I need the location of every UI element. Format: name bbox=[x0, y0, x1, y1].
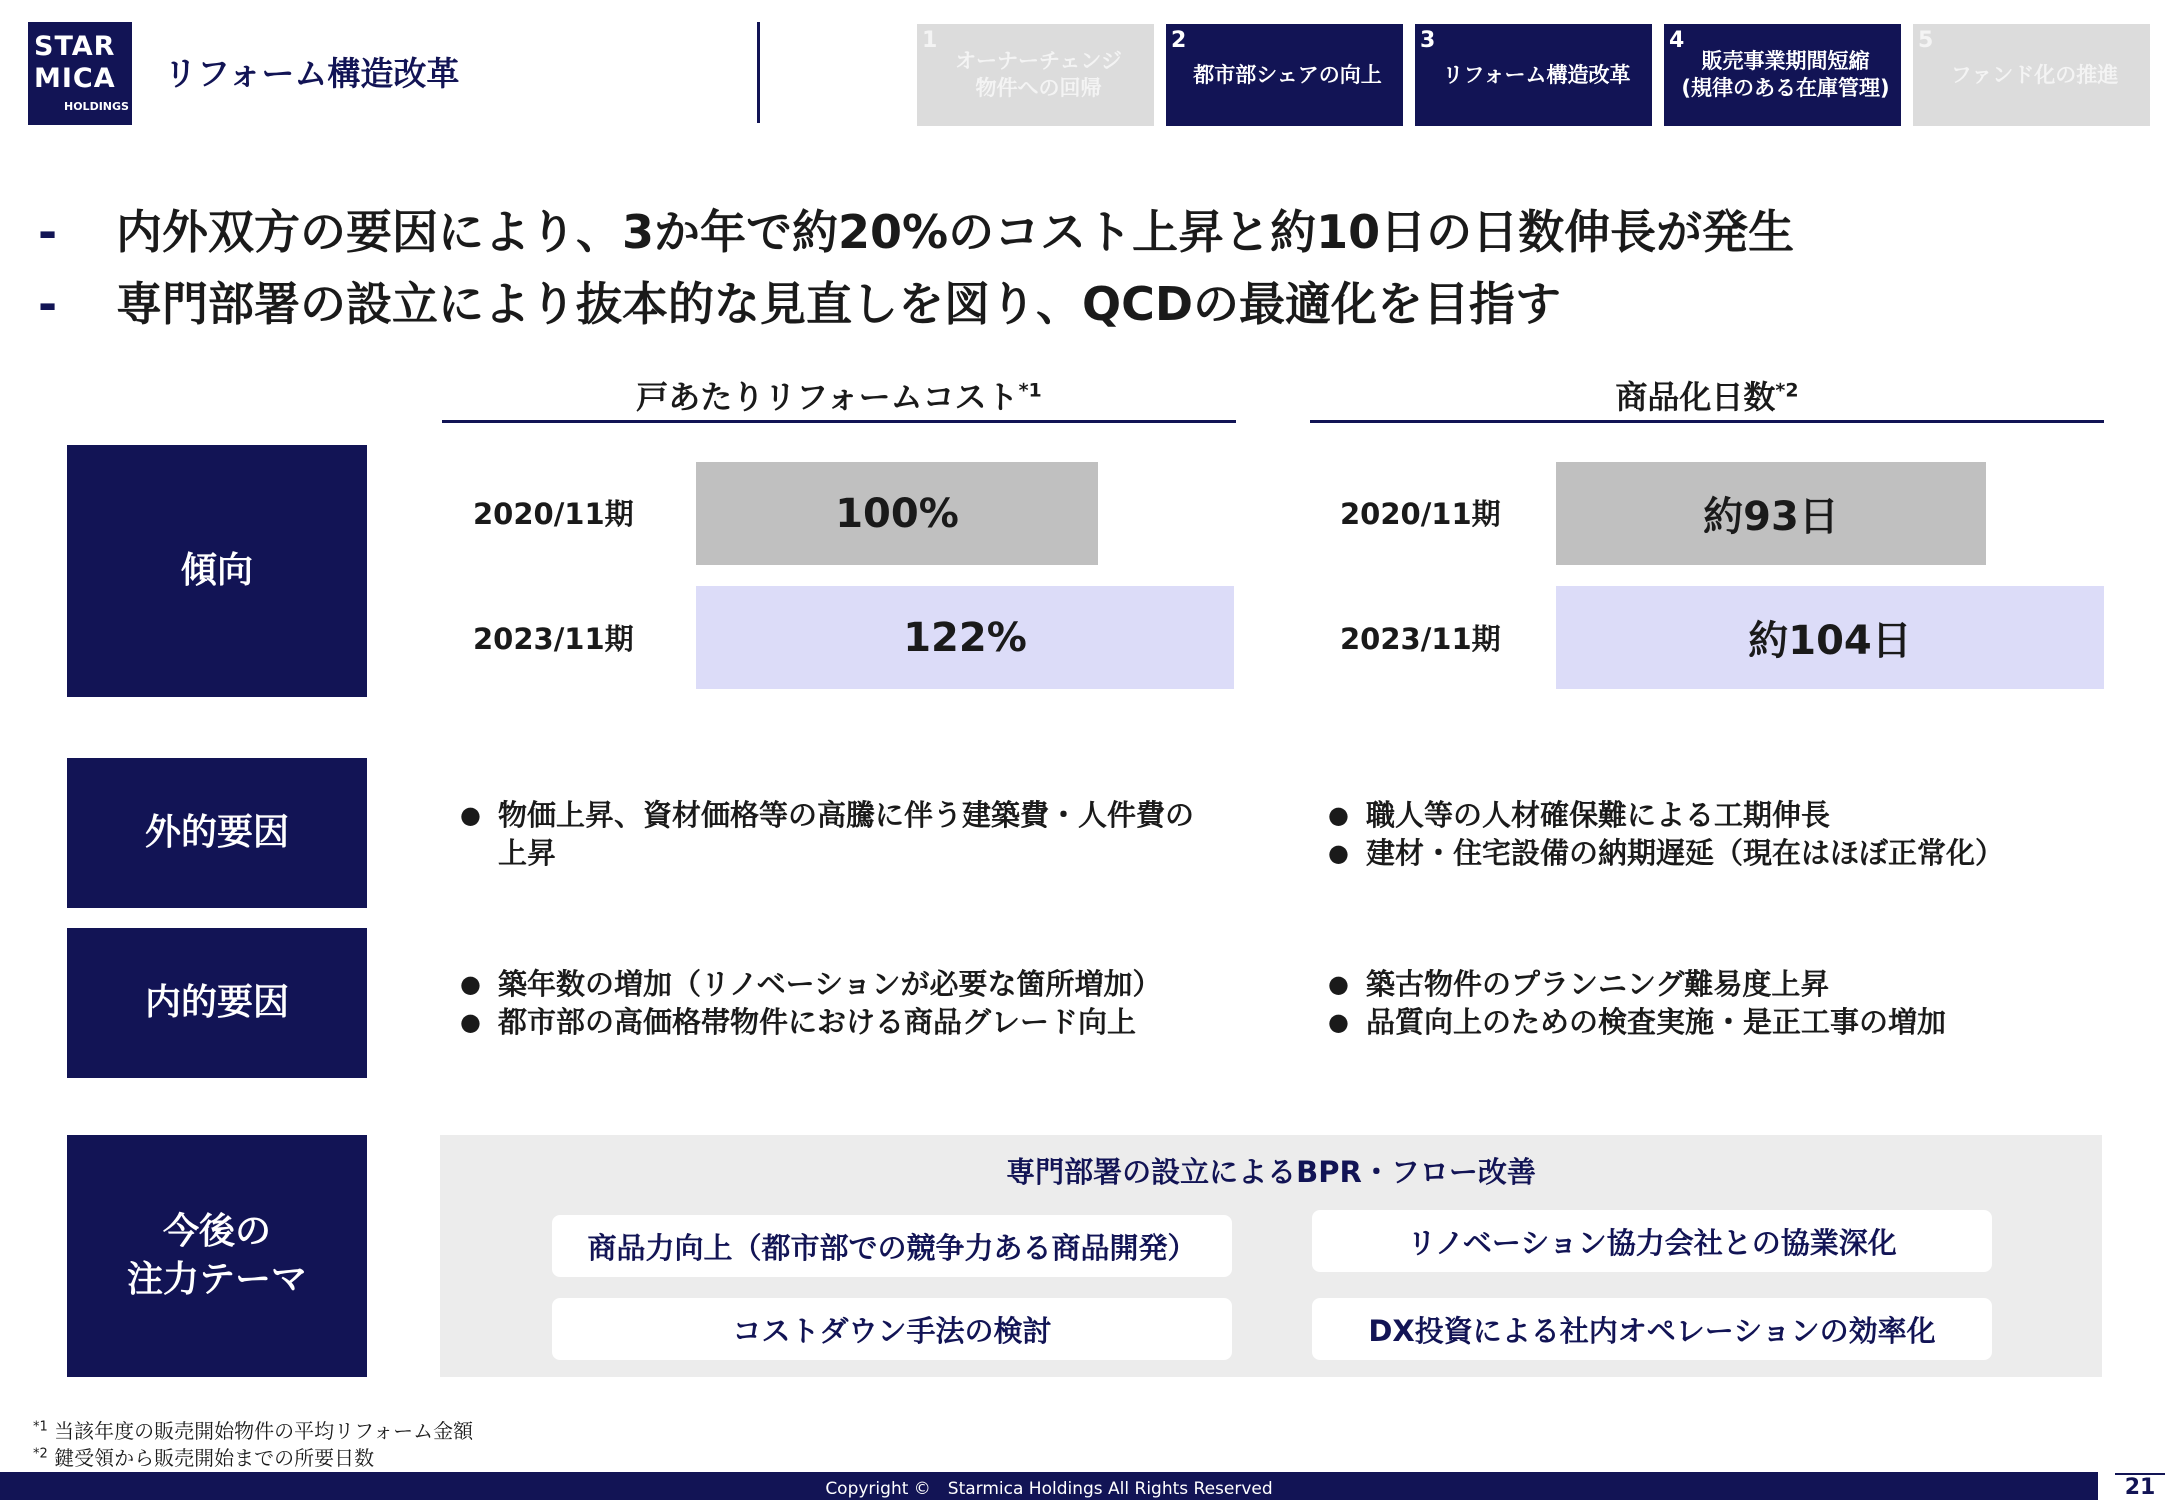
column-header-days bbox=[1310, 372, 2104, 423]
focus-item: リノベーション協力会社との協業深化 bbox=[1312, 1210, 1992, 1272]
page-number: 21 bbox=[2115, 1473, 2165, 1500]
step-number: 1 bbox=[922, 28, 938, 53]
external-days-list bbox=[1328, 796, 2088, 872]
period-label: 2023/11期 bbox=[1340, 622, 1501, 656]
internal-cost-list bbox=[460, 965, 1220, 1041]
column-title: 商品化日数 bbox=[1615, 378, 1776, 416]
external-cost-list bbox=[460, 796, 1220, 872]
headline-line-1 bbox=[38, 196, 1794, 262]
footnote-text: 当該年度の販売開始物件の平均リフォーム金額 bbox=[54, 1419, 474, 1443]
step-label: 都市部シェアの向上 bbox=[1193, 62, 1382, 87]
footnote-text: 鍵受領から販売開始までの所要日数 bbox=[54, 1446, 375, 1470]
period-label: 2023/11期 bbox=[473, 622, 634, 656]
headline-line-2 bbox=[38, 268, 1561, 334]
list-item: ● 築古物件のプランニング難易度上昇 bbox=[1328, 965, 2088, 1003]
step-5-fund bbox=[1913, 24, 2150, 126]
list-item: ● 建材・住宅設備の納期遅延（現在はほぼ正常化） bbox=[1328, 834, 2088, 872]
column-title: 戸あたりリフォームコスト bbox=[636, 378, 1019, 416]
section-title: リフォーム構造改革 bbox=[164, 54, 460, 93]
period-label: 2020/11期 bbox=[1340, 497, 1501, 531]
days-bar-2023: 約104日 bbox=[1556, 586, 2104, 689]
internal-days-list bbox=[1328, 965, 2088, 1041]
focus-item: コストダウン手法の検討 bbox=[552, 1298, 1232, 1360]
list-item: ● 都市部の高価格帯物件における商品グレード向上 bbox=[460, 1003, 1220, 1041]
company-logo bbox=[28, 22, 132, 125]
list-item: ● 職人等の人材確保難による工期伸長 bbox=[1328, 796, 2088, 834]
step-2-urban-share bbox=[1166, 24, 1403, 126]
bullet-dash: - bbox=[38, 205, 58, 259]
focus-title: 専門部署の設立によるBPR・フロー改善 bbox=[1006, 1155, 1536, 1189]
footnote-mark: *2 bbox=[33, 1446, 48, 1462]
list-item: ● 品質向上のための検査実施・是正工事の増加 bbox=[1328, 1003, 2088, 1041]
step-3-reform bbox=[1415, 24, 1652, 126]
step-label: 販売事業期間短縮 (規律のある在庫管理) bbox=[1681, 49, 1890, 100]
cost-bar-2020: 100% bbox=[696, 462, 1098, 565]
footnote-mark: *2 bbox=[1775, 379, 1799, 402]
period-label: 2020/11期 bbox=[473, 497, 634, 531]
logo-text-line2: MICA bbox=[34, 63, 116, 94]
list-item: ● 築年数の増加（リノベーションが必要な箇所増加） bbox=[460, 965, 1220, 1003]
row-label-focus: 今後の 注力テーマ bbox=[67, 1135, 367, 1377]
logo-text-line3: HOLDINGS bbox=[64, 100, 129, 113]
focus-item: DX投資による社内オペレーションの効率化 bbox=[1312, 1298, 1992, 1360]
step-1-owner-change bbox=[917, 24, 1154, 126]
step-label: オーナーチェンジ 物件への回帰 bbox=[955, 49, 1122, 100]
step-number: 5 bbox=[1918, 28, 1934, 53]
headline-text: 内外双方の要因により、3か年で約20%のコスト上昇と約10日の日数伸長が発生 bbox=[116, 205, 1795, 259]
footer-copyright: Copyright © Starmica Holdings All Rights Reserved bbox=[0, 1472, 2098, 1500]
row-label-trend: 傾向 bbox=[67, 445, 367, 697]
step-4-sales-period bbox=[1664, 24, 1901, 126]
bullet-dash: - bbox=[38, 277, 58, 331]
footnote-1 bbox=[33, 1415, 473, 1444]
logo-text-line1: STAR bbox=[34, 31, 116, 62]
header-divider bbox=[757, 22, 760, 123]
footnote-mark: *1 bbox=[1018, 379, 1042, 402]
step-label: ファンド化の推進 bbox=[1950, 62, 2119, 87]
footnote-2 bbox=[33, 1442, 374, 1471]
row-label-external: 外的要因 bbox=[67, 758, 367, 908]
column-header-cost bbox=[442, 372, 1236, 423]
days-bar-2020: 約93日 bbox=[1556, 462, 1986, 565]
cost-bar-2023: 122% bbox=[696, 586, 1234, 689]
step-number: 2 bbox=[1171, 28, 1187, 53]
headline-text: 専門部署の設立により抜本的な見直しを図り、QCDの最適化を目指す bbox=[116, 277, 1562, 331]
footnote-mark: *1 bbox=[33, 1419, 48, 1435]
focus-item: 商品力向上（都市部での競争力ある商品開発） bbox=[552, 1215, 1232, 1277]
list-item: ● 物価上昇、資材価格等の高騰に伴う建築費・人件費の上昇 bbox=[460, 796, 1220, 872]
row-label-internal: 内的要因 bbox=[67, 928, 367, 1078]
step-label: リフォーム構造改革 bbox=[1442, 62, 1631, 87]
step-number: 4 bbox=[1669, 28, 1685, 53]
step-number: 3 bbox=[1420, 28, 1436, 53]
